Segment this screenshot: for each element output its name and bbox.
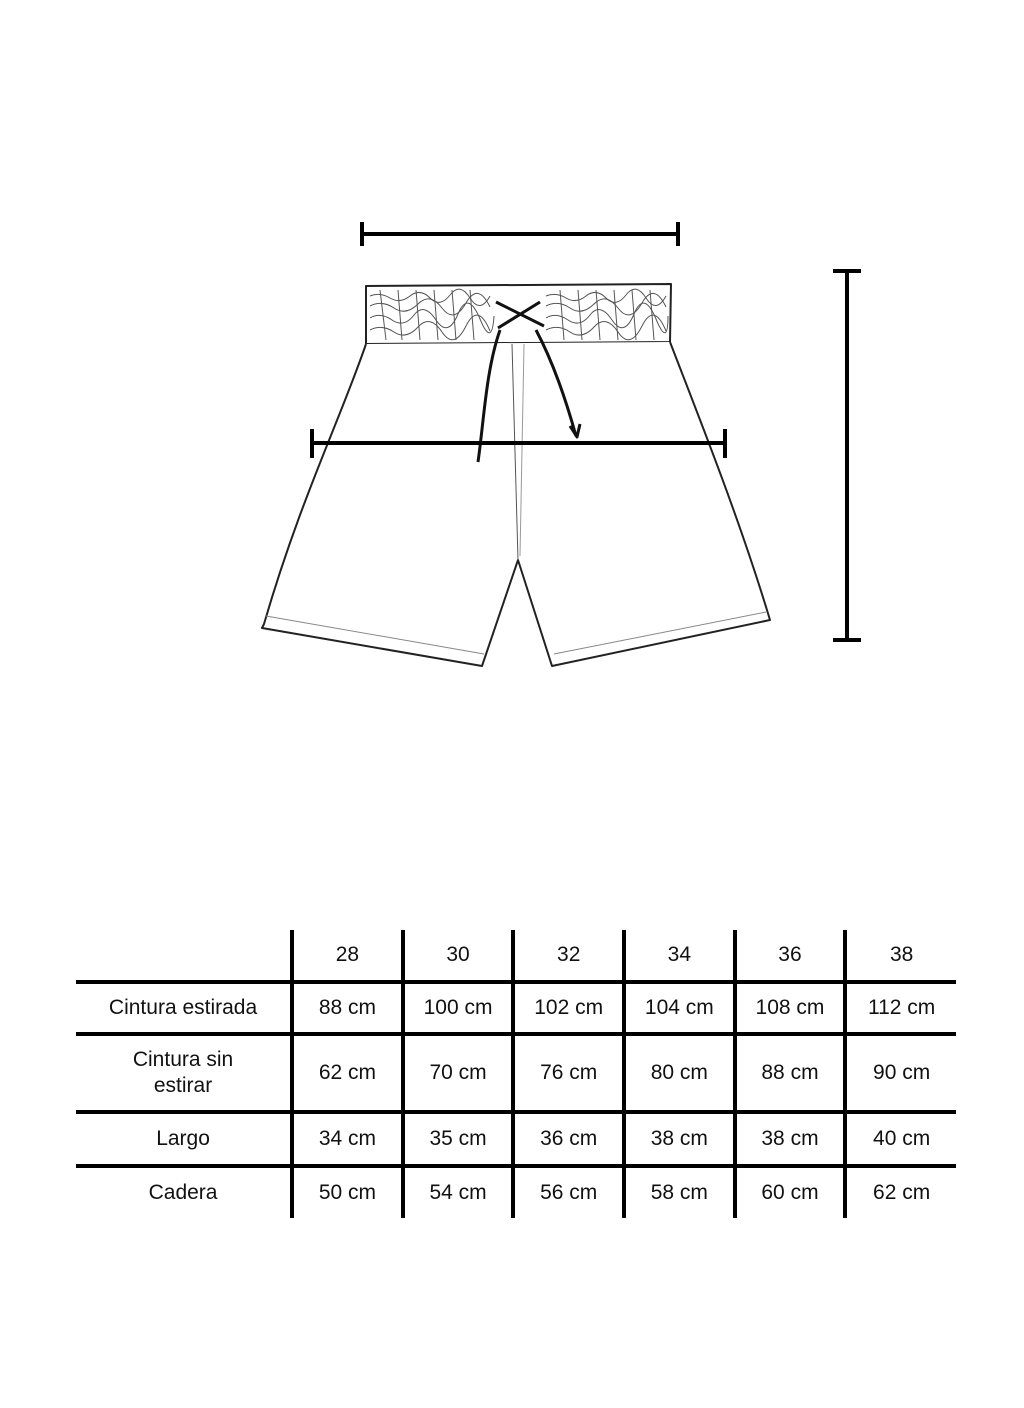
table-cell: 56 cm bbox=[513, 1166, 624, 1218]
table-cell: 70 cm bbox=[403, 1034, 514, 1112]
table-cell: 38 cm bbox=[735, 1112, 846, 1166]
size-header: 32 bbox=[513, 930, 624, 982]
row-label: Cintura sin estirar bbox=[76, 1034, 292, 1112]
table-row bbox=[76, 982, 956, 1034]
table-cell: 58 cm bbox=[624, 1166, 735, 1218]
row-label: Largo bbox=[76, 1112, 292, 1166]
table-row bbox=[76, 1112, 956, 1166]
table-cell: 88 cm bbox=[292, 982, 403, 1034]
table-cell: 36 cm bbox=[513, 1112, 624, 1166]
table-cell: 88 cm bbox=[735, 1034, 846, 1112]
table-cell: 100 cm bbox=[403, 982, 514, 1034]
table-cell: 38 cm bbox=[624, 1112, 735, 1166]
corner-cell bbox=[76, 930, 292, 982]
table-cell: 80 cm bbox=[624, 1034, 735, 1112]
table-cell: 62 cm bbox=[845, 1166, 956, 1218]
table-cell: 90 cm bbox=[845, 1034, 956, 1112]
table-cell: 35 cm bbox=[403, 1112, 514, 1166]
table-cell: 50 cm bbox=[292, 1166, 403, 1218]
size-table bbox=[76, 930, 956, 1218]
size-header-row bbox=[76, 930, 956, 982]
shorts-icon bbox=[262, 284, 770, 666]
row-label: Cadera bbox=[76, 1166, 292, 1218]
table-cell: 54 cm bbox=[403, 1166, 514, 1218]
size-header: 28 bbox=[292, 930, 403, 982]
size-header: 34 bbox=[624, 930, 735, 982]
table-cell: 40 cm bbox=[845, 1112, 956, 1166]
size-header: 30 bbox=[403, 930, 514, 982]
row-label: Cintura estirada bbox=[76, 982, 292, 1034]
table-cell: 60 cm bbox=[735, 1166, 846, 1218]
table-cell: 62 cm bbox=[292, 1034, 403, 1112]
table-row bbox=[76, 1034, 956, 1112]
table-cell: 34 cm bbox=[292, 1112, 403, 1166]
table-cell: 102 cm bbox=[513, 982, 624, 1034]
size-header: 38 bbox=[845, 930, 956, 982]
table-cell: 112 cm bbox=[845, 982, 956, 1034]
size-header: 36 bbox=[735, 930, 846, 982]
table-cell: 104 cm bbox=[624, 982, 735, 1034]
table-row bbox=[76, 1166, 956, 1218]
table-cell: 76 cm bbox=[513, 1034, 624, 1112]
table-cell: 108 cm bbox=[735, 982, 846, 1034]
